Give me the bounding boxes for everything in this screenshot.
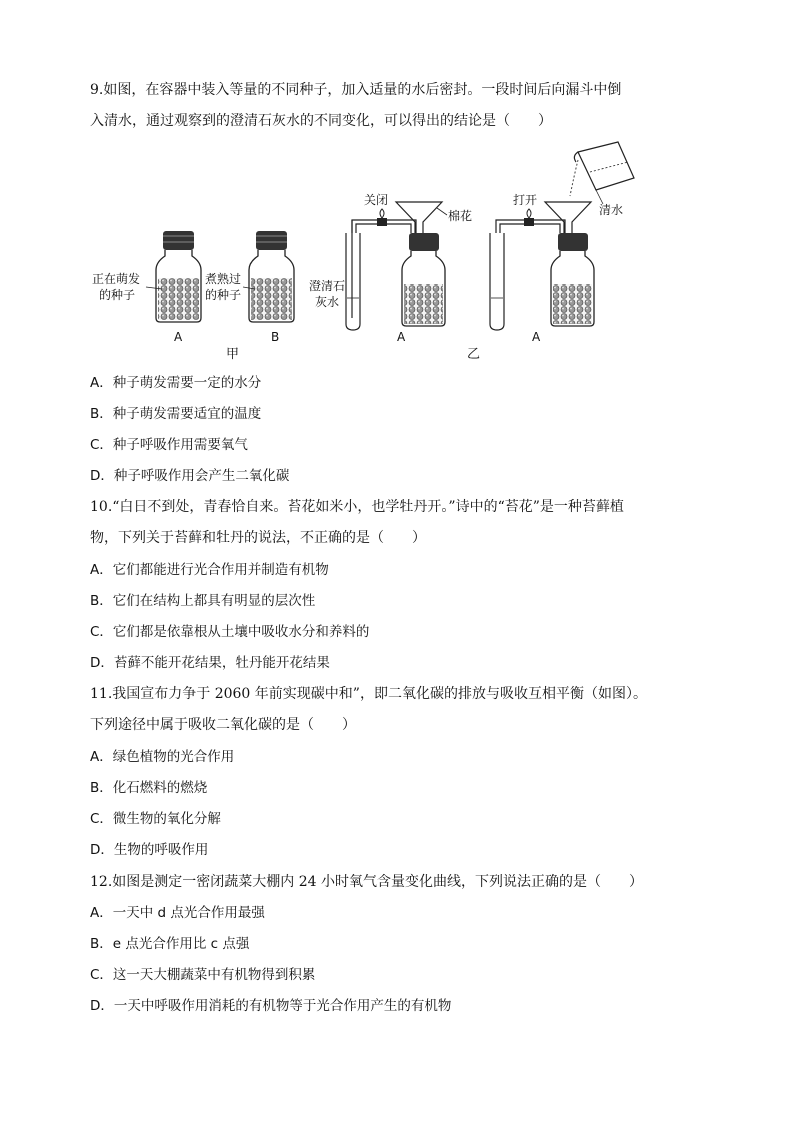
label-boiled-2: 的种子 (205, 288, 242, 302)
q9-option-b: B．种子萌发需要适宜的温度 (90, 406, 262, 422)
q11-stem-line1: 11.我国宣布力争于 2060 年前实现碳中和”，即二氧化碳的排放与吸收互相平衡（如图）。 (90, 686, 647, 702)
q11-option-a: A．绿色植物的光合作用 (90, 749, 235, 765)
q11-option-c: C．微生物的氧化分解 (90, 811, 221, 827)
q10-stem-line1: 10.“白日不到处，青春恰自来。苔花如米小，也学牡丹开。”诗中的“苔花”是一种苔藓植 (90, 499, 624, 515)
setup-closed (346, 202, 447, 330)
label-closed: 关闭 (364, 193, 389, 207)
q10-option-a: A．它们都能进行光合作用并制造有机物 (90, 562, 329, 578)
jar-a-label: A (174, 330, 183, 344)
q12-stem-line1: 12.如图是测定一密闭蔬菜大棚内 24 小时氧气含量变化曲线，下列说法正确的是（ ） (90, 874, 643, 890)
label-open: 打开 (513, 193, 538, 207)
figure-yi-caption: 乙 (467, 347, 481, 362)
q12-option-c: C．这一天大棚蔬菜中有机物得到积累 (90, 967, 316, 983)
setup-closed-label: A (397, 330, 406, 344)
q10-option-d: D．苔藓不能开花结果，牡丹能开花结果 (90, 655, 330, 671)
jar-boiled-seeds (249, 231, 294, 322)
label-limewater-2: 灰水 (315, 295, 340, 309)
label-water: 清水 (599, 203, 624, 217)
q11-stem-line2: 下列途径中属于吸收二氧化碳的是（ ） (90, 717, 356, 733)
q12-option-b: B．e 点光合作用比 c 点强 (90, 936, 250, 952)
setup-open (490, 142, 634, 330)
figure-jia-caption: 甲 (226, 347, 240, 362)
label-boiled-1: 煮熟过 (205, 272, 242, 286)
q12-option-a: A．一天中 d 点光合作用最强 (90, 905, 265, 921)
q10-stem-line2: 物，下列关于苔藓和牡丹的说法，不正确的是（ ） (90, 530, 426, 546)
q9-option-d: D．种子呼吸作用会产生二氧化碳 (90, 468, 290, 484)
q9-option-c: C．种子呼吸作用需要氧气 (90, 437, 248, 453)
q11-option-d: D．生物的呼吸作用 (90, 842, 209, 858)
label-cotton: 棉花 (448, 209, 473, 223)
setup-open-label: A (532, 330, 541, 344)
q11-option-b: B．化石燃料的燃烧 (90, 780, 208, 796)
q9-figure (0, 138, 794, 368)
jar-germinating-seeds (156, 231, 201, 322)
label-germinating-2: 的种子 (99, 288, 136, 302)
q9-stem-line1: 9.如图，在容器中装入等量的不同种子，加入适量的水后密封。一段时间后向漏斗中倒 (90, 82, 622, 98)
label-germinating-1: 正在萌发 (92, 272, 141, 286)
q9-stem-line2: 入清水，通过观察到的澄清石灰水的不同变化，可以得出的结论是（ ） (90, 113, 552, 129)
q10-option-b: B．它们在结构上都具有明显的层次性 (90, 593, 316, 609)
label-limewater-1: 澄清石 (309, 279, 346, 293)
q9-option-a: A．种子萌发需要一定的水分 (90, 375, 262, 391)
jar-b-label: B (271, 330, 280, 344)
q10-option-c: C．它们都是依靠根从土壤中吸收水分和养料的 (90, 624, 370, 640)
q12-option-d: D．一天中呼吸作用消耗的有机物等于光合作用产生的有机物 (90, 998, 452, 1014)
